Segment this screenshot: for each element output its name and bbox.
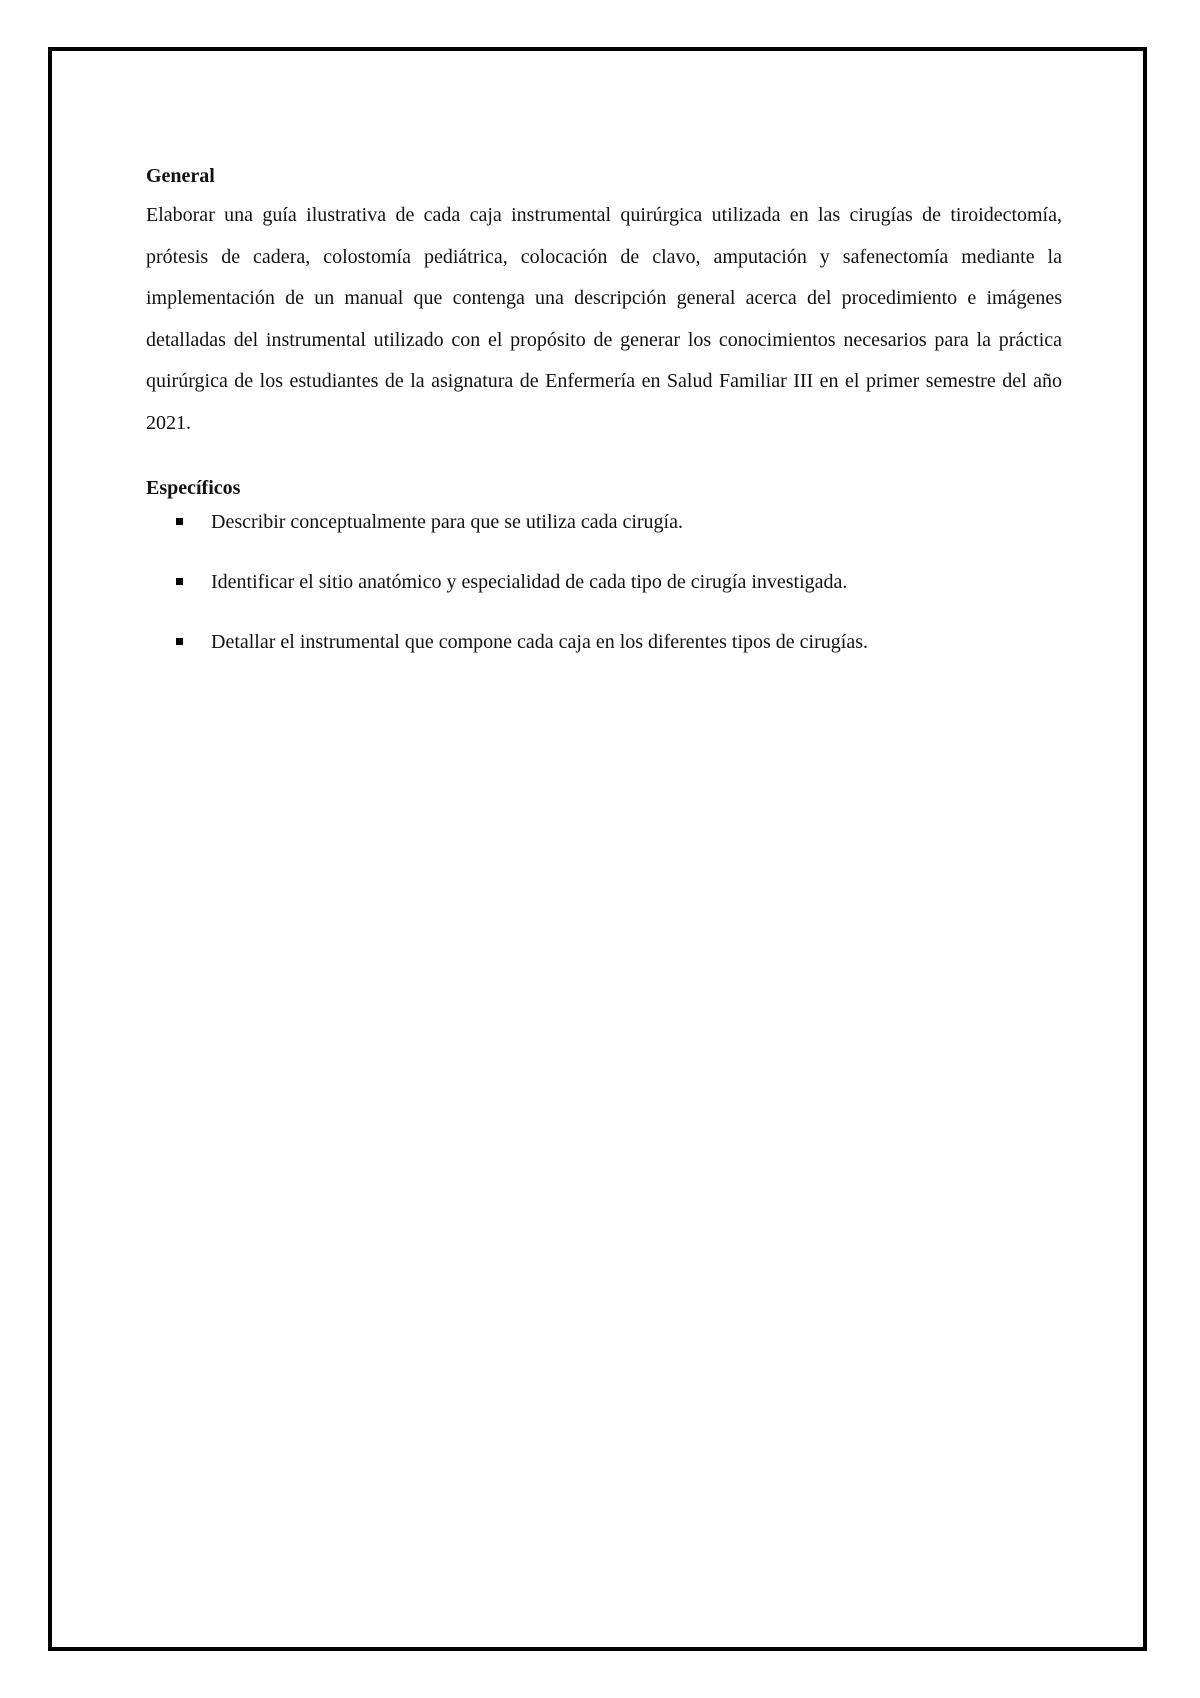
square-bullet-icon	[176, 578, 183, 585]
list-item	[146, 569, 1062, 595]
document-body	[146, 163, 1062, 689]
list-item	[146, 509, 1062, 535]
square-bullet-icon	[176, 638, 183, 645]
especificos-list	[146, 509, 1062, 655]
general-heading: General	[146, 165, 215, 187]
list-item-text: Describir conceptualmente para que se utiliza cada cirugía.	[211, 510, 683, 533]
list-item-text: Identificar el sitio anatómico y especialidad de cada tipo de cirugía investigada.	[211, 570, 848, 593]
especificos-heading: Específicos	[146, 476, 241, 499]
list-item-text: Detallar el instrumental que compone cada caja en los diferentes tipos de cirugías.	[211, 630, 868, 653]
square-bullet-icon	[176, 518, 183, 525]
list-item	[146, 629, 1062, 655]
general-paragraph: Elaborar una guía ilustrativa de cada caja instrumental quirúrgica utilizada en las cirugías de tiroidectomía, prótesis de cadera, colostomía pediátrica, colocación de clavo, amputación y safenectomía mediante la implementación de un manual que contenga una descripción general acerca del procedimiento e imágenes detalladas del instrumental utilizado con el propósito de generar los conocimientos necesarios para la práctica quirúrgica de los estudiantes de la asignatura de Enfermería en Salud Familiar III en el primer semestre del año 2021.	[146, 204, 1062, 434]
